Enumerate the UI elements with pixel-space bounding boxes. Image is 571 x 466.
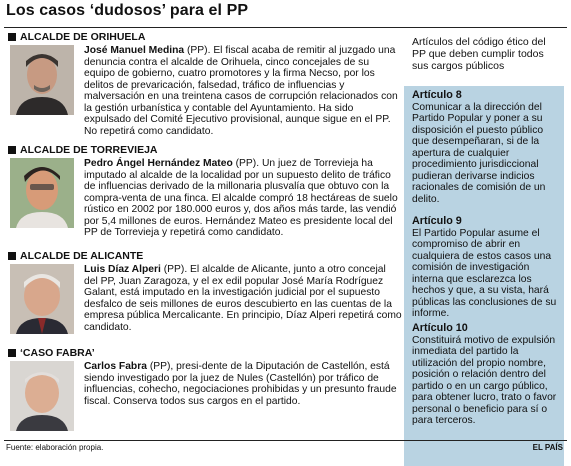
top-rule (4, 27, 567, 28)
case-body (84, 361, 402, 407)
sidebar-heading: Artículos del código ético del PP que deben cumplir todos sus cargos públicos (412, 36, 546, 72)
bullet-square-icon (8, 252, 16, 260)
case-name: Pedro Ángel Hernández Mateo (84, 158, 233, 169)
photo-hernandez-mateo (10, 158, 74, 228)
case-heading (8, 250, 143, 262)
case-text: (PP). Un juez de Torrevieja ha imputado al alcalde de la localidad por un supuesto delito de tráfico de influencias derivado de la millonaria plusvalía que obtuvo con la compra-venta de una finca. El alcalde compró 18 hectáreas de suelo rústico en 2002 por 180.000 euros y, dos años más tarde, las vendió por 5,4 millones de euros. Hernández Mateo es presidente local del PP de Torrevieja y repetirá como candidato. (84, 158, 398, 238)
case-name: José Manuel Medina (84, 45, 185, 56)
article-title: Artículo 9 (412, 215, 462, 227)
portrait-icon (10, 361, 74, 431)
photo-medina (10, 45, 74, 115)
article-title: Artículo 10 (412, 322, 468, 334)
case-body (84, 45, 402, 137)
bottom-rule (4, 440, 567, 441)
case-heading (8, 347, 95, 359)
article-title: Artículo 8 (412, 89, 462, 101)
article-text: Constituirá motivo de expulsión inmediata del partido la utilización del propio nombre, posición o relación dentro del partido o en un cargo público, para obtener lucro, trato o favor personal o beneficio para sí o para terceros. (412, 334, 557, 426)
case-name: Luis Díaz Alperi (84, 264, 161, 275)
case-text: (PP), presi-dente de la Diputación de Castellón, está siendo investigado por la juez de Nules (Castellón) por tráfico de influencias, cohecho, negociaciones prohibidas y un presunto fraude fiscal. Conserva todos sus cargos en el partido. (84, 361, 397, 407)
photo-fabra (10, 361, 74, 431)
sidebar-box (404, 86, 564, 466)
bullet-square-icon (8, 146, 16, 154)
portrait-icon (10, 264, 74, 334)
portrait-icon (10, 45, 74, 115)
source-note: Fuente: elaboración propia. (6, 443, 104, 452)
case-name: Carlos Fabra (84, 361, 147, 372)
case-heading-label: ‘CASO FABRA’ (20, 347, 95, 359)
case-heading (8, 31, 145, 43)
article-9 (412, 216, 558, 320)
case-body (84, 264, 402, 333)
bullet-square-icon (8, 33, 16, 41)
case-text: (PP). El alcalde de Alicante, junto a otro concejal del PP, Juan Zaragoza, y el ex edil popular José María Rodríguez Galant, está imputado en la investigación judicial por el supuesto desfalco de seis millones de euros descubierto en las cuentas de la empresa pública Mercalicante. En principio, Díaz Alperi repetirá como candidato. (84, 264, 402, 333)
article-8 (412, 90, 558, 205)
page-title: Los casos ‘dudosos’ para el PP (6, 2, 249, 19)
case-heading-label: ALCALDE DE TORREVIEJA (20, 144, 158, 156)
bullet-square-icon (8, 349, 16, 357)
article-text: El Partido Popular asume el compromiso de abrir en cualquiera de estos casos una comisión de investigación interna que esclarezca los hechos y que, a su vista, hará públicas las conclusiones de su informe. (412, 227, 557, 319)
case-text: (PP). El fiscal acaba de remitir al juzgado una denuncia contra el alcalde de Orihuela, cinco concejales de su equipo de gobierno, cuatro promotores y la firma Necso, por los delitos de prevaricación, falsedad, tráfico de influencias y malversación en una treintena casos de corrupción relacionados con la gestión urbanística y contable del Ayuntamiento. Ha sido expulsado del Comité Ejecutivo provisional, aunque sigue en el PP. No repetirá como candidato. (84, 45, 398, 137)
article-10 (412, 323, 558, 427)
case-heading-label: ALCALDE DE ORIHUELA (20, 31, 146, 43)
photo-diaz-alperi (10, 264, 74, 334)
case-body (84, 158, 402, 239)
ethics-sidebar (404, 32, 564, 434)
case-heading (8, 144, 158, 156)
portrait-icon (10, 158, 74, 228)
article-text: Comunicar a la dirección del Partido Popular y poner a su disposición el puesto público que desempeñaran, si de la apertura de cualquier procedimiento jurisdiccional pudieran derivarse indicios racionales de comisión de un delito. (412, 101, 546, 205)
case-heading-label: ALCALDE DE ALICANTE (20, 250, 144, 262)
brand-logo: EL PAÍS (532, 443, 563, 452)
